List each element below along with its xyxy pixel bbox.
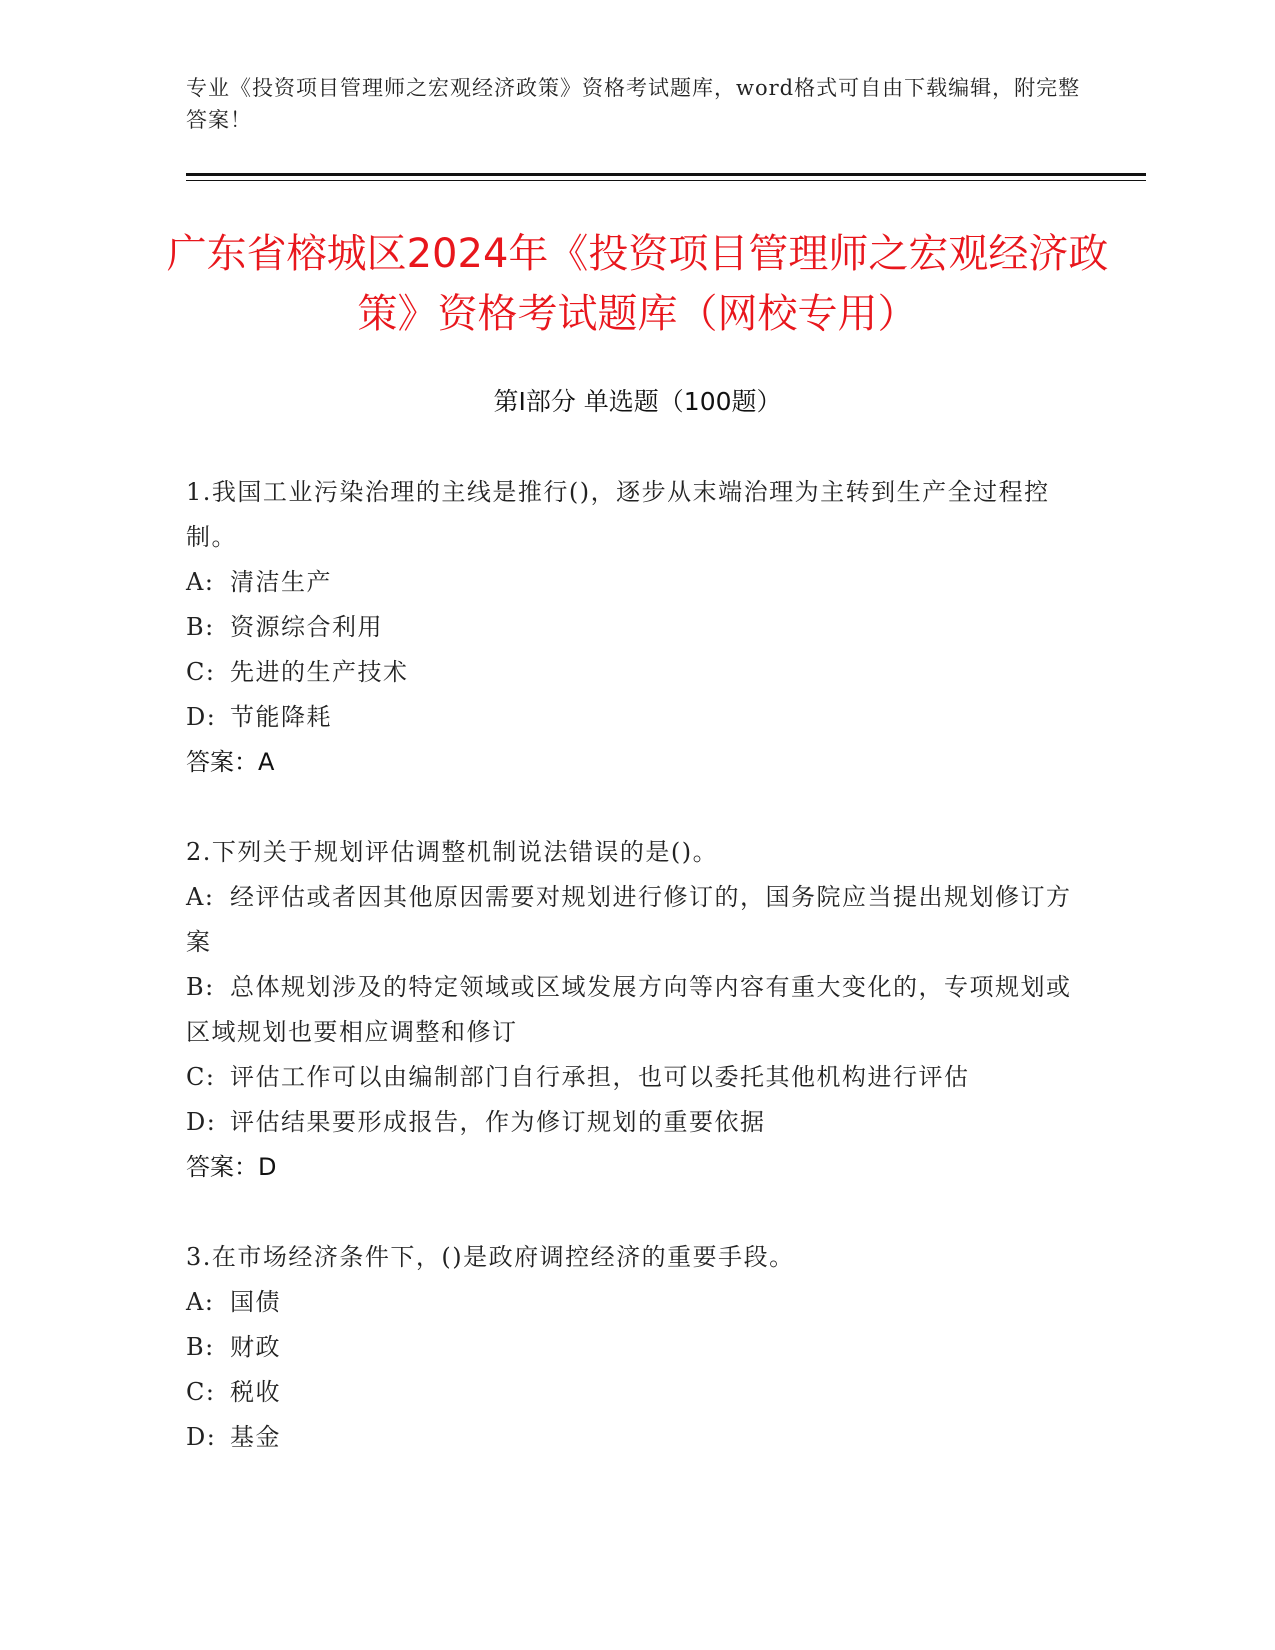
option-text: 节能降耗: [230, 703, 332, 731]
option-d: [186, 1415, 1076, 1460]
option-letter: C:: [186, 1063, 216, 1091]
option-text: 总体规划涉及的特定领域或区域发展方向等内容有重大变化的，专项规划或区域规划也要相应调整和修订: [186, 973, 1072, 1046]
question-stem: 1.我国工业污染治理的主线是推行()，逐步从末端治理为主转到生产全过程控制。: [186, 478, 1050, 551]
option-text: 评估工作可以由编制部门自行承担，也可以委托其他机构进行评估: [230, 1063, 970, 1091]
option-text: 税收: [230, 1378, 281, 1406]
option-b: [186, 605, 1076, 650]
option-d: [186, 1100, 1076, 1145]
option-letter: C:: [186, 658, 216, 686]
option-letter: A:: [186, 883, 215, 911]
option-c: [186, 1055, 1076, 1100]
option-text: 清洁生产: [230, 568, 332, 596]
option-c: [186, 650, 1076, 695]
header-divider-thick: [186, 173, 1146, 176]
answer-line: 答案：D: [186, 1153, 277, 1181]
question-list: [186, 470, 1076, 1505]
option-text: 国债: [230, 1288, 281, 1316]
option-letter: B:: [186, 1333, 215, 1361]
option-letter: D:: [186, 1423, 217, 1451]
option-d: [186, 695, 1076, 740]
option-text: 经评估或者因其他原因需要对规划进行修订的，国务院应当提出规划修订方案: [186, 883, 1072, 956]
option-letter: A:: [186, 1288, 215, 1316]
option-letter: B:: [186, 613, 215, 641]
option-a: [186, 560, 1076, 605]
header-divider-thin: [186, 180, 1146, 181]
option-b: [186, 1325, 1076, 1370]
option-b: [186, 965, 1076, 1055]
document-title: 广东省榕城区2024年《投资项目管理师之宏观经济政策》资格考试题库（网校专用）: [166, 231, 1109, 337]
option-letter: B:: [186, 973, 215, 1001]
section-title: 第Ⅰ部分 单选题（100题）: [493, 387, 782, 416]
option-text: 先进的生产技术: [230, 658, 409, 686]
option-letter: A:: [186, 568, 215, 596]
header-note: 专业《投资项目管理师之宏观经济政策》资格考试题库，word格式可自由下载编辑，附完整答案！: [186, 76, 1081, 132]
option-text: 基金: [230, 1423, 281, 1451]
option-a: [186, 1280, 1076, 1325]
question-2: [186, 830, 1076, 1190]
option-text: 财政: [230, 1333, 281, 1361]
question-1: [186, 470, 1076, 785]
option-a: [186, 875, 1076, 965]
question-stem: 3.在市场经济条件下，()是政府调控经济的重要手段。: [186, 1243, 795, 1271]
question-3: [186, 1235, 1076, 1460]
question-stem: 2.下列关于规划评估调整机制说法错误的是()。: [186, 838, 719, 866]
option-text: 资源综合利用: [230, 613, 383, 641]
option-text: 评估结果要形成报告，作为修订规划的重要依据: [230, 1108, 766, 1136]
option-letter: C:: [186, 1378, 216, 1406]
option-letter: D:: [186, 703, 217, 731]
option-c: [186, 1370, 1076, 1415]
answer-line: 答案：A: [186, 748, 275, 776]
option-letter: D:: [186, 1108, 217, 1136]
